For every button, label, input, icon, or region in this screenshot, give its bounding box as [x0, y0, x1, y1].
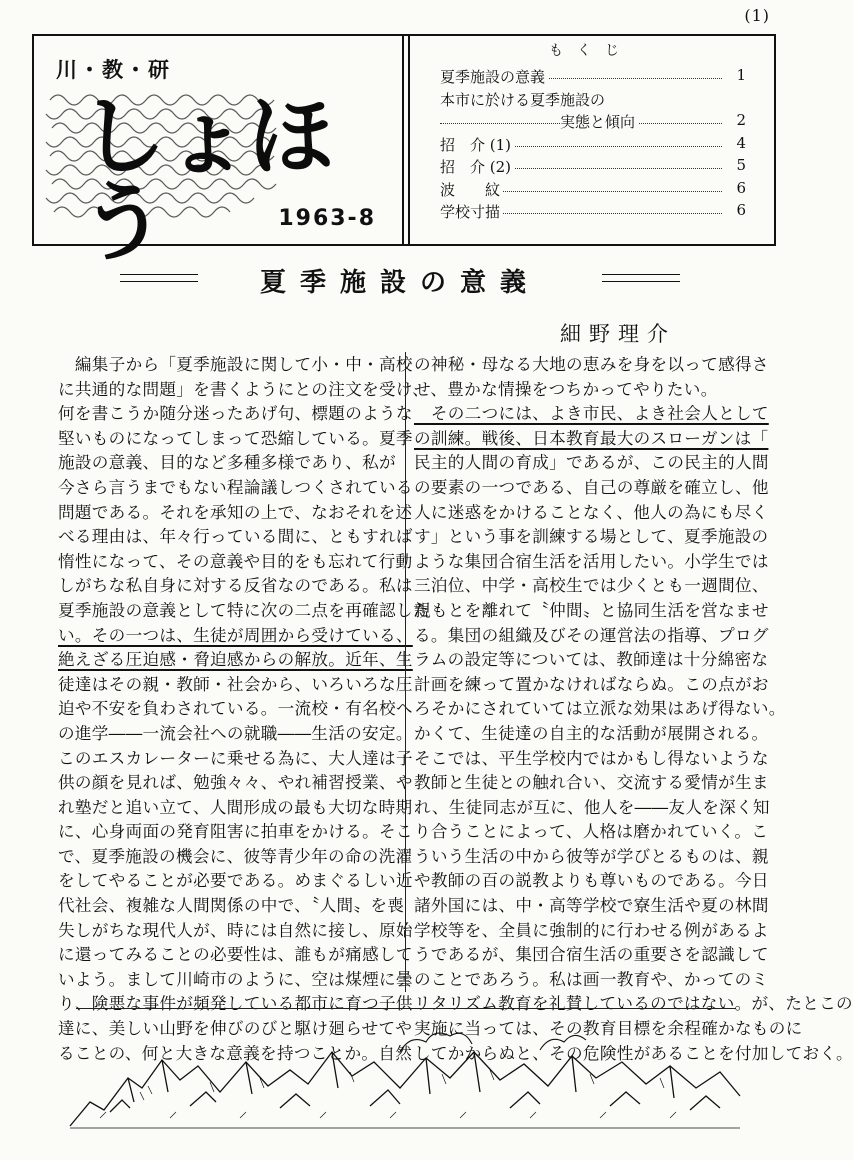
masthead-nameplate	[34, 36, 404, 273]
table-of-contents	[408, 36, 772, 244]
body-text-line: ラムの設定等については、教師達は十分綿密な	[414, 650, 769, 670]
toc-item	[440, 201, 746, 224]
toc-item-label: 波 紋	[440, 179, 503, 200]
body-text-line: 施設の意義、目的など多種多様であり、私が	[58, 453, 396, 473]
body-text-line: い。その一つは、生徒が周囲から受けている、	[58, 625, 413, 645]
body-text-line: 夏季施設の意義として特に次の二点を再確認した	[58, 600, 430, 620]
body-text-line: してかからぬと、その危険性があることを付加しておく。	[414, 1043, 853, 1063]
body-text-line: 絶えざる圧迫感・脅迫感からの解放。近年、生	[58, 650, 413, 670]
toc-item-label: 学校寸描	[440, 201, 503, 222]
body-text-line: 諸外国には、中・高等学校で寮生活や夏の林間	[414, 896, 769, 916]
toc-item	[440, 66, 746, 89]
body-text-line: れ、生徒同志が互に、他人を――友人を深く知	[414, 797, 770, 817]
toc-item-page: 1	[736, 66, 746, 84]
body-text-line: 供の顔を見れば、勉強々々、やれ補習授業、や	[58, 773, 413, 793]
body-text-line: べる理由は、年々行っている間に、ともすれば	[58, 527, 413, 547]
body-text-line: 民主的人間の育成」であるが、この民主的人間	[414, 453, 769, 473]
body-text-line: 迫や不安を負わされている。一流校・有名校へ	[58, 699, 413, 719]
body-text-line: のことであろう。私は画一教育や、かってのミ	[414, 969, 769, 989]
body-text-line: 堅いものになってしまって恐縮している。夏季	[58, 428, 413, 448]
body-text-line: 失しがちな現代人が、時には自然に接し、原始	[58, 920, 413, 940]
page-number: (1)	[744, 6, 770, 25]
body-text-line: す」という事を訓練する場として、夏季施設の	[414, 527, 769, 547]
toc-item-label: 本市に於ける夏季施設の	[440, 89, 608, 110]
body-text-line: リタリズム教育を礼賛しているのではない。が、たとこの	[414, 994, 853, 1014]
body-text-line: 計画を練って置かなければならぬ。この点がお	[414, 674, 769, 694]
toc-item-page: 4	[736, 133, 746, 152]
body-text-line: の訓練。戦後、日本教育最大のスローガンは「	[414, 428, 769, 448]
body-text-line: 親もとを離れて〝仲間〟と協同生活を営なませ	[414, 600, 769, 620]
toc-item-page: 2	[736, 111, 746, 129]
toc-list	[440, 66, 746, 224]
toc-item-page: 6	[736, 178, 746, 197]
masthead	[32, 34, 776, 273]
issue-date: 1963-8	[278, 206, 376, 231]
mountain-illustration	[70, 1022, 740, 1132]
bottom-rule	[76, 1008, 736, 1009]
body-column-left	[58, 353, 430, 1066]
body-text-line: の要素の一つである、自己の尊厳を確立し、他	[414, 477, 769, 497]
body-text-line: 人に迷惑をかけることなく、他人の為にも尽く	[414, 502, 769, 522]
body-text-line: そこでは、平生学校内ではかもし得ないような	[414, 748, 769, 768]
toc-item-label: 実態と傾向	[560, 111, 638, 132]
toc-item	[440, 111, 746, 134]
body-text-line: ろそかにされていては立派な効果はあげ得ない。	[414, 699, 786, 719]
body-text-line: れ塾だと追い立て、人間形成の最も大切な時期	[58, 797, 413, 817]
toc-item	[440, 89, 746, 112]
toc-item	[440, 134, 746, 157]
body-text-line: に共通的な問題」を書くようにとの注文を受け、	[58, 379, 429, 399]
body-text-line: の神秘・母なる大地の恵みを身を以って感得さ	[414, 355, 769, 374]
body-text-line: 今さら言うまでもない程論議しつくされている	[58, 477, 413, 497]
body-text-line: 惰性になって、その意義や目的をも忘れて行動	[58, 551, 413, 571]
body-text-line: に還ってみることの必要性は、誰もが痛感して	[58, 945, 413, 965]
body-text-line: る。集団の組織及びその運営法の指導、プログ	[414, 625, 769, 645]
article-title-block	[80, 262, 720, 302]
body-text-line: その二つには、よき市民、よき社会人として	[414, 404, 769, 424]
body-text-line: 徒達はその親・教師・社会から、いろいろな圧	[58, 674, 413, 694]
toc-item-label: 夏季施設の意義	[440, 66, 548, 87]
body-text-line: 教師と生徒との触れ合い、交流する愛情が生ま	[414, 773, 769, 793]
toc-item-page: 5	[736, 156, 746, 174]
article-author: 細野理介	[560, 322, 676, 346]
body-text-line: 何を書こうか随分迷ったあげ句、標題のような	[58, 404, 413, 424]
body-text-line: いよう。まして川崎市のように、空は煤煙に曇	[58, 969, 413, 989]
title-rule-right	[602, 274, 680, 282]
column-divider	[405, 352, 406, 992]
body-text-line: ような集団合宿生活を活用したい。小学生では	[414, 551, 769, 571]
body-text-line: で、夏季施設の機会に、彼等青少年の命の洗濯	[58, 846, 413, 866]
body-text-line: 問題である。それを承知の上で、なおそれを述	[58, 502, 413, 522]
body-text-line: り、険悪な事件が頻発している都市に育つ子供	[58, 994, 413, 1014]
toc-heading: もくじ	[549, 43, 633, 59]
body-text-line: 達に、美しい山野を伸びのびと駆け廻らせてや	[58, 1019, 413, 1039]
body-text-line: 編集子から「夏季施設に関して小・中・高校	[58, 355, 413, 374]
body-text-line: 三泊位、中学・高校生では少くとも一週間位、	[414, 576, 769, 596]
toc-item	[440, 156, 746, 179]
body-text-line: このエスカレーターに乗せる為に、大人達は子	[58, 748, 413, 768]
org-name: 川・教・研	[56, 57, 171, 82]
article-title: 夏季施設の意義	[259, 268, 540, 298]
body-text-line: り合うことによって、人格は磨かれていく。こ	[414, 822, 769, 842]
body-text-line: かくて、生徒達の自主的な活動が展開される。	[414, 723, 769, 743]
body-text-line: や教師の百の説教よりも尊いものである。今日	[414, 871, 769, 891]
body-text-line: しがちな私自身に対する反省なのである。私は	[58, 576, 413, 596]
body-text-line: に、心身両面の発育阻害に拍車をかける。そこ	[58, 822, 413, 842]
body-text-line: ることの、何と大きな意義を持つことか。自然	[58, 1043, 413, 1063]
toc-item-label: 招 介 (2)	[440, 156, 514, 177]
toc-item-page: 6	[736, 201, 746, 219]
body-text-line: をしてやることが必要である。めまぐるしい近	[58, 871, 413, 891]
body-column-right	[414, 353, 853, 1066]
toc-item	[440, 179, 746, 202]
body-text-line: 代社会、複雑な人間関係の中で、〝人間〟を喪	[58, 896, 405, 916]
body-text-line: 学校等を、全員に強制的に行わせる例があるよ	[414, 920, 769, 940]
body-text-line: うであるが、集団合宿生活の重要さを認識して	[414, 945, 769, 965]
paper-title: しょほう	[80, 87, 332, 273]
body-text-line: 実施に当っては、その教育目標を余程確かなものに	[414, 1019, 803, 1039]
body-text-line: せ、豊かな情操をつちかってやりたい。	[414, 379, 718, 399]
body-text-line: ういう生活の中から彼等が学びとるものは、親	[414, 846, 769, 866]
toc-item-label: 招 介 (1)	[440, 134, 514, 155]
body-text-line: の進学――一流会社への就職――生活の安定。	[58, 723, 413, 743]
